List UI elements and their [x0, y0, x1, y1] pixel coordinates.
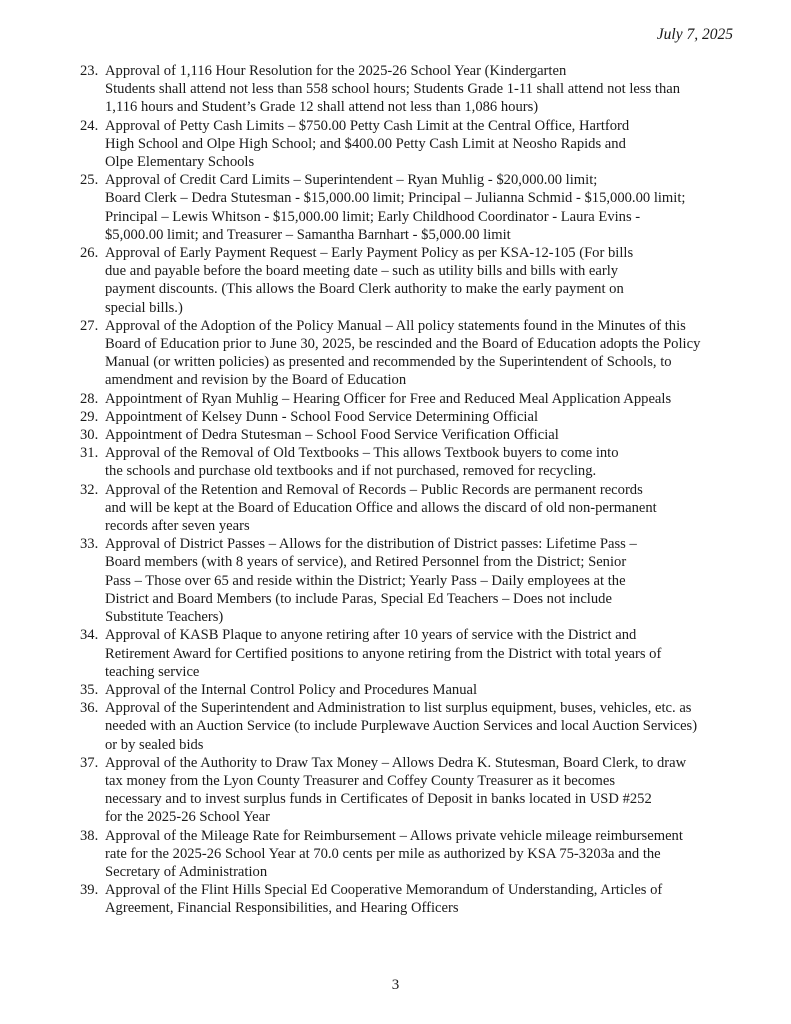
- agenda-item-text: [105, 881, 740, 917]
- agenda-item: [80, 408, 740, 426]
- agenda-item-line: Manual (or written policies) as presented and recommended by the Superintendent of Schools, to: [105, 354, 672, 371]
- agenda-item-number: 31.: [80, 445, 99, 462]
- agenda-item: [80, 390, 740, 408]
- agenda-item-line: Approval of District Passes – Allows for the distribution of District passes: Lifetime Pass –: [105, 536, 637, 553]
- agenda-item-line: Principal – Lewis Whitson - $15,000.00 limit; Early Childhood Coordinator - Laura Evins -: [105, 208, 641, 225]
- agenda-item-number: 25.: [80, 172, 99, 189]
- document-date: July 7, 2025: [656, 26, 733, 43]
- agenda-item-line: Approval of the Superintendent and Administration to list surplus equipment, buses, vehicles, etc. as: [105, 700, 692, 717]
- agenda-item: [80, 754, 740, 827]
- page-number: 3: [391, 977, 400, 993]
- agenda-item-line: Approval of the Authority to Draw Tax Money – Allows Dedra K. Stutesman, Board Clerk, to draw: [105, 754, 687, 771]
- agenda-item: [80, 62, 740, 117]
- agenda-item-line: for the 2025-26 School Year: [105, 809, 270, 826]
- agenda-item-line: Appointment of Ryan Muhlig – Hearing Officer for Free and Reduced Meal Application Appeals: [105, 390, 672, 407]
- agenda-item-line: Approval of Credit Card Limits – Superintendent – Ryan Muhlig - $20,000.00 limit;: [105, 172, 598, 189]
- agenda-item-number: 38.: [80, 827, 99, 844]
- agenda-item-number: 24.: [80, 117, 99, 134]
- agenda-item-line: the schools and purchase old textbooks and if not purchased, removed for recycling.: [105, 463, 597, 480]
- agenda-item: [80, 881, 740, 917]
- agenda-item-line: teaching service: [105, 663, 200, 680]
- agenda-item-line: Approval of the Flint Hills Special Ed Cooperative Memorandum of Understanding, Articles of: [105, 882, 663, 899]
- agenda-item-line: District and Board Members (to include Paras, Special Ed Teachers – Does not include: [105, 590, 612, 607]
- agenda-item: [80, 626, 740, 681]
- agenda-item-line: Approval of the Removal of Old Textbooks – This allows Textbook buyers to come into: [105, 445, 619, 462]
- agenda-item: [80, 426, 740, 444]
- agenda-item: [80, 681, 740, 699]
- agenda-item-text: [105, 481, 740, 536]
- agenda-item-line: records after seven years: [105, 518, 250, 535]
- agenda-item-number: 29.: [80, 408, 99, 425]
- agenda-item-line: and will be kept at the Board of Education Office and allows the discard of old non-permanent: [105, 499, 657, 516]
- agenda-item-line: Appointment of Kelsey Dunn - School Food Service Determining Official: [105, 408, 539, 425]
- agenda-item-text: [105, 117, 740, 172]
- agenda-item-line: Board Clerk – Dedra Stutesman - $15,000.00 limit; Principal – Julianna Schmid - $15,000.00 limit;: [105, 190, 686, 207]
- agenda-item-number: 37.: [80, 754, 99, 771]
- agenda-item-line: Secretary of Administration: [105, 863, 268, 880]
- agenda-item-line: $5,000.00 limit; and Treasurer – Samantha Barnhart - $5,000.00 limit: [105, 226, 511, 243]
- agenda-item-line: Approval of the Adoption of the Policy Manual – All policy statements found in the Minutes of this: [105, 317, 686, 334]
- agenda-item-text: [105, 681, 740, 699]
- agenda-item-number: 36.: [80, 700, 99, 717]
- agenda-item-line: due and payable before the board meeting date – such as utility bills and bills with early: [105, 263, 619, 280]
- agenda-item-line: 1,116 hours and Student’s Grade 12 shall attend not less than 1,086 hours): [105, 99, 539, 116]
- agenda-item-number: 26.: [80, 245, 99, 262]
- agenda-item-line: Substitute Teachers): [105, 609, 224, 626]
- agenda-item-line: necessary and to invest surplus funds in Certificates of Deposit in banks located in USD #252: [105, 791, 652, 808]
- agenda-item-text: [105, 171, 740, 244]
- agenda-item-line: Approval of KASB Plaque to anyone retiring after 10 years of service with the District and: [105, 627, 637, 644]
- agenda-item-line: tax money from the Lyon County Treasurer and Coffey County Treasurer as it becomes: [105, 772, 616, 789]
- agenda-item: [80, 117, 740, 172]
- agenda-item-text: [105, 444, 740, 480]
- agenda-item-line: Approval of Early Payment Request – Early Payment Policy as per KSA-12-105 (For bills: [105, 245, 634, 262]
- agenda-item-number: 23.: [80, 63, 99, 79]
- agenda-item-line: payment discounts. (This allows the Board Clerk authority to make the early payment on: [105, 281, 624, 298]
- agenda-item: [80, 244, 740, 317]
- agenda-item-text: [105, 244, 740, 317]
- agenda-item-line: Retirement Award for Certified positions to anyone retiring from the District with total years of: [105, 645, 662, 662]
- agenda-item-line: Appointment of Dedra Stutesman – School Food Service Verification Official: [105, 427, 559, 444]
- agenda-item-line: Pass – Those over 65 and reside within the District; Yearly Pass – Daily employees at the: [105, 572, 626, 589]
- agenda-item-line: Approval of Petty Cash Limits – $750.00 Petty Cash Limit at the Central Office, Hartford: [105, 117, 630, 134]
- agenda-item-line: Approval of the Retention and Removal of Records – Public Records are permanent records: [105, 481, 643, 498]
- agenda-item-text: [105, 408, 740, 426]
- agenda-item-line: Olpe Elementary Schools: [105, 154, 255, 171]
- agenda-item-line: amendment and revision by the Board of Education: [105, 372, 407, 389]
- agenda-item: [80, 171, 740, 244]
- agenda-item: [80, 317, 740, 390]
- agenda-item-number: 39.: [80, 882, 99, 899]
- agenda-item-line: Board of Education prior to June 30, 2025, be rescinded and the Board of Education adopts the Policy: [105, 336, 701, 353]
- agenda-item-text: [105, 535, 740, 626]
- agenda-item-text: [105, 699, 740, 754]
- agenda-item-line: High School and Olpe High School; and $400.00 Petty Cash Limit at Neosho Rapids and: [105, 135, 626, 152]
- agenda-item-number: 34.: [80, 627, 99, 644]
- agenda-item-line: Agreement, Financial Responsibilities, and Hearing Officers: [105, 900, 459, 917]
- agenda-item-number: 32.: [80, 481, 99, 498]
- agenda-item-line: Students shall attend not less than 558 school hours; Students Grade 1-11 shall attend not less than: [105, 81, 681, 98]
- agenda-item-line: rate for the 2025-26 School Year at 70.0 cents per mile as authorized by KSA 75-3203a and the: [105, 845, 661, 862]
- agenda-item-text: [105, 754, 740, 827]
- agenda-item-number: 33.: [80, 536, 99, 553]
- agenda-item: [80, 699, 740, 754]
- agenda-item-number: 27.: [80, 317, 99, 334]
- agenda-item-text: [105, 426, 740, 444]
- agenda-item-number: 35.: [80, 681, 99, 698]
- agenda-item-number: 30.: [80, 427, 99, 444]
- agenda-item-line: Board members (with 8 years of service), and Retired Personnel from the District; Senior: [105, 554, 627, 571]
- agenda-item-line: or by sealed bids: [105, 736, 204, 753]
- agenda-list: [80, 62, 740, 918]
- agenda-item-text: [105, 827, 740, 882]
- agenda-item: [80, 535, 740, 626]
- agenda-item-number: 28.: [80, 390, 99, 407]
- agenda-item-text: [105, 390, 740, 408]
- agenda-item-line: Approval of 1,116 Hour Resolution for the 2025-26 School Year (Kindergarten: [105, 63, 567, 79]
- agenda-item-line: special bills.): [105, 299, 183, 316]
- agenda-item: [80, 444, 740, 480]
- agenda-item-line: Approval of the Mileage Rate for Reimbursement – Allows private vehicle mileage reimbursement: [105, 827, 683, 844]
- agenda-item-text: [105, 317, 740, 390]
- agenda-item-text: [105, 62, 740, 117]
- agenda-item-text: [105, 626, 740, 681]
- agenda-item-line: needed with an Auction Service (to include Purplewave Auction Services and local Auction Services): [105, 718, 698, 735]
- agenda-item: [80, 827, 740, 882]
- agenda-item: [80, 481, 740, 536]
- agenda-item-line: Approval of the Internal Control Policy and Procedures Manual: [105, 681, 478, 698]
